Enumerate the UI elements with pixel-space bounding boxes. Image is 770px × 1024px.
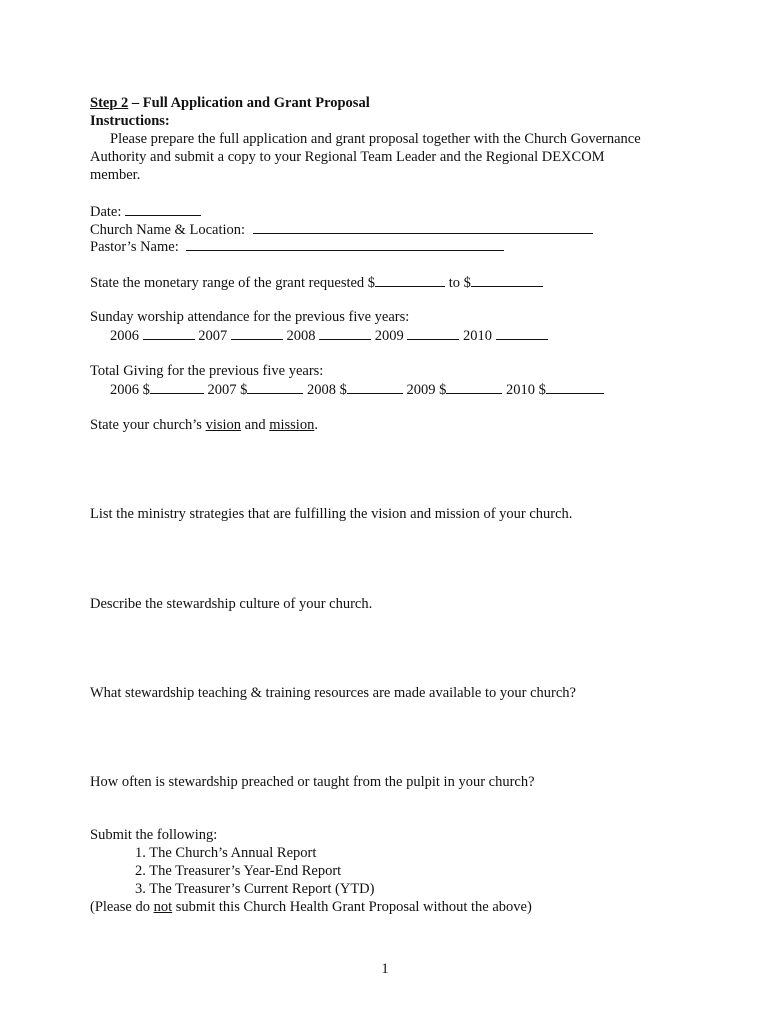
submit-note bbox=[90, 898, 532, 916]
giving-year-2009: 2009 $ bbox=[406, 382, 447, 398]
vision-prefix: State your church’s bbox=[90, 417, 206, 433]
page-number: 1 bbox=[381, 961, 389, 977]
instructions-line-3: member. bbox=[90, 167, 141, 183]
attendance-blank-2010[interactable] bbox=[496, 326, 548, 340]
attendance-blank-2009[interactable] bbox=[407, 326, 459, 340]
instructions-line-2: Authority and submit a copy to your Regional Team Leader and the Regional DEXCOM bbox=[90, 149, 605, 165]
mission-word: mission bbox=[269, 417, 315, 433]
grant-range-prefix: State the monetary range of the grant requested $ bbox=[90, 275, 376, 291]
attendance-row bbox=[110, 326, 548, 345]
giving-blank-2008[interactable] bbox=[347, 380, 403, 394]
giving-blank-2007[interactable] bbox=[247, 380, 303, 394]
submit-item-2: 2. The Treasurer’s Year-End Report bbox=[135, 863, 342, 879]
heading-title: Full Application and Grant Proposal bbox=[142, 95, 370, 111]
pastor-name-blank[interactable] bbox=[186, 237, 504, 251]
note-not: not bbox=[153, 899, 173, 915]
attendance-year-2008: 2008 bbox=[286, 328, 316, 344]
instructions-line-1: Please prepare the full application and grant proposal together with the Church Governance bbox=[110, 131, 641, 147]
date-blank[interactable] bbox=[125, 202, 201, 216]
instructions-label: Instructions: bbox=[90, 113, 170, 129]
giving-year-2008: 2008 $ bbox=[307, 382, 347, 398]
attendance-blank-2006[interactable] bbox=[143, 326, 195, 340]
heading-dash: – bbox=[128, 95, 143, 111]
submit-item-3: 3. The Treasurer’s Current Report (YTD) bbox=[135, 881, 375, 897]
submit-label: Submit the following: bbox=[90, 827, 218, 843]
step-label: Step 2 bbox=[90, 95, 129, 111]
giving-row bbox=[110, 380, 604, 399]
giving-blank-2009[interactable] bbox=[446, 380, 502, 394]
grant-range-field bbox=[90, 273, 543, 292]
vision-word: vision bbox=[205, 417, 242, 433]
attendance-year-2006: 2006 bbox=[110, 328, 139, 344]
vision-suffix: . bbox=[314, 417, 318, 433]
and-word: and bbox=[241, 417, 270, 433]
giving-year-2006: 2006 $ bbox=[110, 382, 150, 398]
question-stewardship-frequency: How often is stewardship preached or taught from the pulpit in your church? bbox=[90, 774, 535, 790]
giving-year-2010: 2010 $ bbox=[506, 382, 546, 398]
question-stewardship-culture: Describe the stewardship culture of your church. bbox=[90, 596, 373, 612]
giving-year-2007: 2007 $ bbox=[207, 382, 248, 398]
giving-label: Total Giving for the previous five years: bbox=[90, 363, 324, 379]
submit-item-1: 1. The Church’s Annual Report bbox=[135, 845, 317, 861]
pastor-name-field bbox=[90, 237, 504, 256]
note-prefix: (Please do bbox=[90, 899, 154, 915]
date-label: Date: bbox=[90, 204, 122, 220]
church-name-blank[interactable] bbox=[253, 220, 593, 234]
question-vision-mission bbox=[90, 416, 318, 434]
grant-range-mid: to $ bbox=[448, 275, 471, 291]
note-suffix: submit this Church Health Grant Proposal without the above) bbox=[172, 899, 532, 915]
giving-blank-2006[interactable] bbox=[150, 380, 204, 394]
pastor-name-label: Pastor’s Name: bbox=[90, 239, 179, 255]
giving-blank-2010[interactable] bbox=[546, 380, 604, 394]
question-stewardship-resources: What stewardship teaching & training resources are made available to your church? bbox=[90, 685, 576, 701]
grant-range-max-blank[interactable] bbox=[471, 273, 543, 287]
church-name-label: Church Name & Location: bbox=[90, 222, 246, 238]
attendance-year-2007: 2007 bbox=[198, 328, 228, 344]
attendance-year-2010: 2010 bbox=[463, 328, 492, 344]
question-ministry-strategies: List the ministry strategies that are fulfilling the vision and mission of your church. bbox=[90, 506, 573, 522]
grant-range-min-blank[interactable] bbox=[375, 273, 445, 287]
attendance-label: Sunday worship attendance for the previous five years: bbox=[90, 309, 410, 325]
page-heading bbox=[90, 94, 370, 112]
attendance-blank-2007[interactable] bbox=[231, 326, 283, 340]
attendance-year-2009: 2009 bbox=[374, 328, 404, 344]
attendance-blank-2008[interactable] bbox=[319, 326, 371, 340]
date-field bbox=[90, 202, 201, 221]
